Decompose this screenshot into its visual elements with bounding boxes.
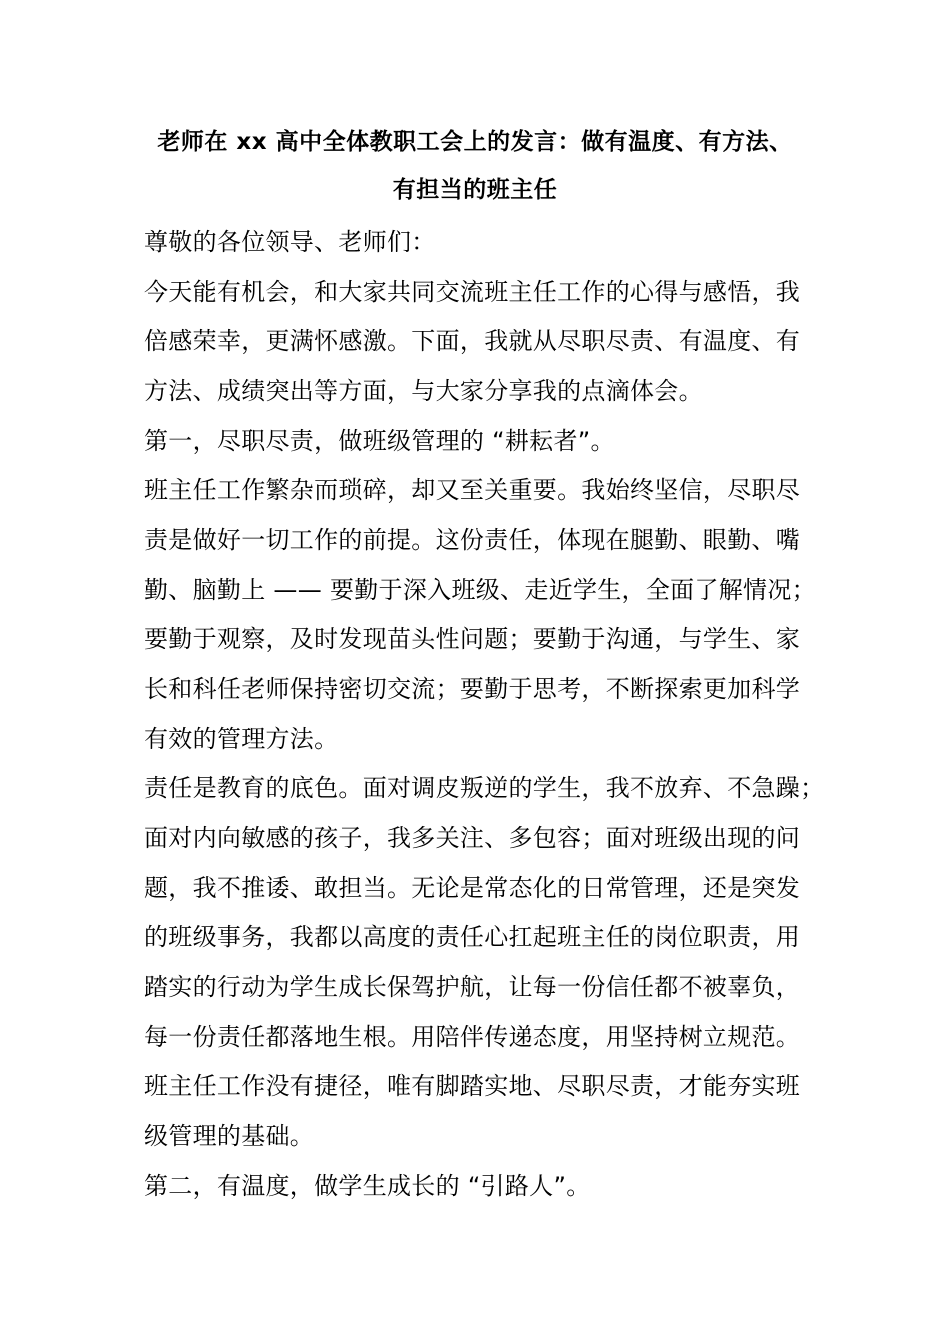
document-title-line-2: 有担当的班主任: [392, 177, 558, 203]
body-line: 每一份责任都落地生根。用陪伴传递态度，用坚持树立规范。: [144, 1023, 801, 1051]
body-line: 题，我不推诿、敢担当。无论是常态化的日常管理，还是突发: [144, 874, 801, 902]
body-line: 方法、成绩突出等方面，与大家分享我的点滴体会。: [144, 377, 703, 405]
salutation: 尊敬的各位领导、老师们：: [144, 228, 436, 256]
body-line: 有效的管理方法。: [144, 725, 339, 753]
body-line: 长和科任老师保持密切交流；要勤于思考，不断探索更加科学: [144, 675, 801, 703]
body-line: 今天能有机会，和大家共同交流班主任工作的心得与感悟，我: [144, 278, 801, 306]
body-line: 级管理的基础。: [144, 1122, 315, 1150]
body-line: 班主任工作繁杂而琐碎，却又至关重要。我始终坚信，尽职尽: [144, 476, 801, 504]
body-line: 的班级事务，我都以高度的责任心扛起班主任的岗位职责，用: [144, 923, 801, 951]
body-line: 勤、脑勤上 —— 要勤于深入班级、走近学生，全面了解情况；: [144, 576, 816, 604]
body-line: 责是做好一切工作的前提。这份责任，体现在腿勤、眼勤、嘴: [144, 526, 801, 554]
section-heading-2: 第二，有温度，做学生成长的 “引路人”。: [144, 1172, 591, 1200]
body-line: 责任是教育的底色。面对调皮叛逆的学生，我不放弃、不急躁；: [144, 774, 825, 802]
body-line: 要勤于观察，及时发现苗头性问题；要勤于沟通，与学生、家: [144, 625, 801, 653]
section-heading-1: 第一，尽职尽责，做班级管理的 “耕耘者”。: [144, 427, 615, 455]
body-line: 倍感荣幸，更满怀感激。下面，我就从尽职尽责、有温度、有: [144, 327, 801, 355]
body-line: 踏实的行动为学生成长保驾护航，让每一份信任都不被辜负，: [144, 973, 801, 1001]
document-title-line-1: 老师在 xx 高中全体教职工会上的发言：做有温度、有方法、: [157, 129, 793, 155]
body-line: 面对内向敏感的孩子，我多关注、多包容；面对班级出现的问: [144, 824, 801, 852]
body-line: 班主任工作没有捷径，唯有脚踏实地、尽职尽责，才能夯实班: [144, 1072, 801, 1100]
